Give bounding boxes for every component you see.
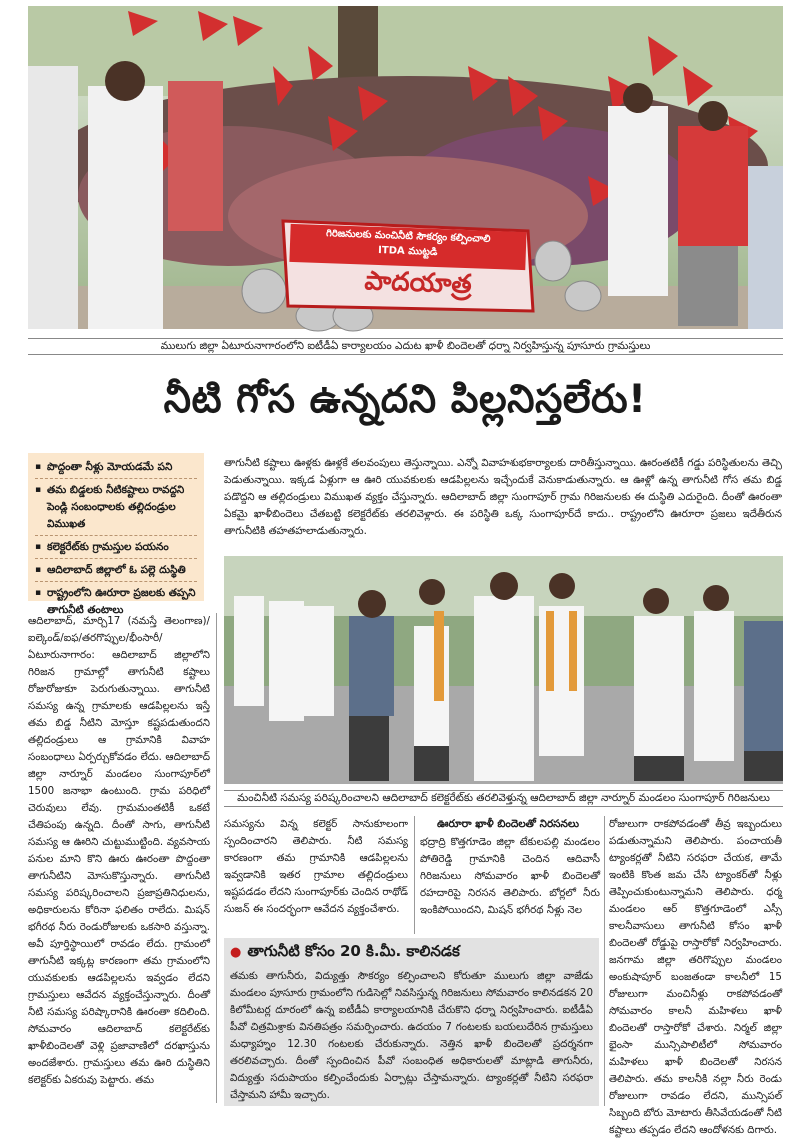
highlights-box (28, 453, 204, 616)
highlight-item: ▪ ఆదిలాబాద్ జిల్లాలో ఓ పల్లె దుస్థితి (35, 562, 197, 582)
banner-line-2: ITDA ముట్టడి (377, 244, 438, 259)
article-column-2: సమస్యను విన్న కలెక్టర్ సానుకూలంగా స్పందించారని తెలిపారు. నీటి సమస్య కారణంగా తమ గ్రామానికి ఆడపిల్లలను ఇవ్వడానికి ఇతర గ్రామాల తల్లిదండ్రులు ఇష్టపడడం లేదని సుంగాపూర్‌కు చెందిన రాథోడ్ సుజన్ ఈ సందర్భంగా ఆవేదన వ్యక్తంచేశారు. (224, 818, 408, 915)
bullet-icon: ▪ (35, 462, 42, 472)
bullet-icon: ▪ (35, 542, 42, 552)
banner-script: పాదయాత్ర (364, 266, 473, 300)
bullet-icon: ▪ (35, 485, 42, 495)
bullet-icon: ▪ (35, 565, 42, 575)
column-divider (414, 816, 415, 934)
article-left-column: ఆదిలాబాద్, మార్చి17 (నమస్తే తెలంగాణ)/ఐల్కెండ్/ఐఫ/తరగొప్పుల/భీంసారీ/ఏటూరునాగారం: ఆదిలాబాద్ జిల్లాలోని గిరిజన గ్రామాల్లో తాగునీటి కష్టాలు రోజురోజుకూ పెరుగుతున్నాయి. తాగునీటి సమస్య ఉన్న గ్రామాలకు ఆడపిల్లలను ఇస్తే తమ బిడ్డ నీటిని మోస్తూ కష్టపడుతుందని తల్లిదండ్రులు ఆ గ్రామానికి వివాహ సంబంధాలు ఏర్పర్చుకోవడం లేదు. ఆదిలాబాద్ జిల్లా నార్నూర్ మండలం సుంగాపూర్‌లో 1500 జనాభా ఉంటుంది. గ్రామ పరిధిలో చెరువులు లేవు. గ్రామమంతటికీ ఒకటే చేతిపంపు ఉన్నది. దీంతో సాగు, తాగునీటి సమస్య ఆ ఊరిని చుట్టుముట్టింది. వ్యవసాయ పనుల మాని కొని ఊరు ఊరంతా పొద్దంతా తాగునీటిని మోసుకొస్తున్నారు. తాగునీటి సమస్య పరిష్కరించాలని ప్రజాప్రతినిధులను, అధికారులను కోరినా ఫలితం రాలేదు. మిషన్ భగీరథ నీరు రెండురోజులకు ఒకసారి వస్తున్నా. అవీ పూర్తిస్థాయిలో రావడం లేదు. గ్రామంలో తాగునీటి ఇక్కట్ల కారణంగా తమ గ్రామంలోని యువకులకు ఆడపిల్లలను ఇవ్వడం లేదని గ్రామస్తులు ఆవేదన వ్యక్తంచేస్తున్నారు. దీంతో నీటి సమస్య పరిష్కారానికి ఊరంతా కదిలింది. సోమవారం ఆదిలాబాద్ కలెక్టరేట్‌కు ఖాళీబిందెలతో వెళ్లి ప్రజావాణిలో దరఖాస్తును అందజేశారు. గ్రామస్తులు తమ ఊరి దుస్థితిని కలెక్టర్‌కు ఏకరువు పెట్టారు. తమ (28, 615, 210, 1086)
walk-story-title: ● తాగునీటి కోసం 20 కి.మీ. కాలినడక (230, 942, 460, 960)
column-divider (604, 816, 605, 1106)
highlight-item: ▪ పొద్దంతా నీళ్లు మోయడమే పని (35, 459, 197, 479)
highlight-item: ▪ తమ బిడ్డలకు నీటికష్టాలు రావద్దని పెండ్లి సంబంధాలకు తల్లిదండ్రుల విముఖత (35, 482, 197, 536)
middle-photo (224, 556, 783, 784)
march-photo-illustration (224, 556, 783, 784)
banner-line-1: గిరిజనులకు మంచినీటి సౌకర్యం కల్పించాలి (325, 228, 491, 245)
col3-subheading: ఊరూరా ఖాళీ బిందెలతో నిరసనలు (437, 818, 579, 830)
highlight-item: ▪ కలెక్టరేట్‌కు గ్రామస్తుల పయనం (35, 539, 197, 559)
page-headline: నీటి గోస ఉన్నదని పిల్లనిస్తలేరు! (163, 377, 647, 422)
top-photo-caption: ములుగు జిల్లా ఏటూరునాగారంలోని ఐటీడీఏ కార్యాలయం ఎదుట ఖాళీ బిందెలతో ధర్నా నిర్వహిస్తున్న పూసూరు గ్రామస్తులు (28, 338, 783, 355)
article-column-3: భద్రాద్రి కొత్తగూడెం జిల్లా టేకులపల్లి మండలం పోతిరెడ్డి గ్రామానికి చెందిన ఆదివాసీ గిరిజనులు సోమవారం ఖాళీ బిందెలతో రహదారిపై నిరసన తెలిపారు. బోర్లలో నీరు ఇంకిపోయిందని, మిషన్ భగీరథ నీళ్లు నెల (420, 836, 600, 916)
top-photo (28, 6, 783, 329)
walk-story-box (224, 938, 599, 1106)
column-divider (216, 613, 217, 1103)
intro-paragraph: తాగునీటి కష్టాలు ఊళ్లకు ఊళ్లకే తలవంపులు తెస్తున్నాయి. ఎన్నో వివాహశుభకార్యాలకు దారితీస్తున్నాయి. ఊరంతటికీ గడ్డు పరిస్థితులను తెచ్చి పెడుతున్నాయి. ఇక్కడ ఏళ్లుగా ఆ ఊరి యువకులకు ఆడపిల్లలను ఇచ్చేందుకే వెనుకాడుతున్నారు. ఆ ఊళ్లో ఉన్న తాగునీటి గోస తమ బిడ్డ పడొద్దని ఆ తల్లిదండ్రులు విముఖత వ్యక్తం చేస్తున్నారు. ఆదిలాబాద్ జిల్లా సుంగాపూర్ గ్రామ గిరిజనులకు ఈ దుస్థితి ఎదురైంది. దీంతో ఊరంతా ఏకమై ఖాళీబిందెలు చేతబట్టి కలెక్టరేట్‌కు తరలివెళ్లారు. ఈ పరిస్థితి ఒక్క సుంగాపూర్‌దే కాదు.. రాష్ట్రంలోని ఊరూరా ప్రజలు ఇదేతీరున తాగునీటికి తహతహలాడుతున్నారు. (224, 457, 782, 537)
red-dot-icon: ● (230, 945, 242, 960)
bullet-icon: ▪ (35, 588, 42, 598)
article-column-4: రోజులుగా రాకపోవడంతో తీవ్ర ఇబ్బందులు పడుతున్నామని తెలిపారు. పంచాయతీ ట్యాంకర్లతో నీటిని సరఫరా చేయక, తామే ఇంటికి కొంత జమ చేసి ట్యాంకర్‌తో నీళ్లు తెప్పించుకుంటున్నామని తెలిపారు. ధర్మ మండలం ఆర్ కొత్తగూడెంలో ఎస్సీ కాలనీవాసులు తాగునీటి కోసం ఖాళీ బిందెలతో రోడ్డుపై రాస్తారోకో నిర్వహించారు. జనగామ జిల్లా తరిగొప్పుల మండలం అంకుషాపూర్ బంజతండా కాలనీలో 15 రోజులుగా మంచినీళ్లు రాకపోవడంతో సోమవారం కాలనీ మహిళలు ఖాళీ బిందెలతో రాస్తారోకో చేశారు. నిర్మల్ జిల్లా భైంసా మున్సిపాలిటీలో సోమవారం మహిళలు ఖాళీ బిందెలతో నిరసన తెలిపారు. తమ కాలనీకి నల్లా నీరు రెండు రోజులుగా రావడం లేదని, మున్సిపల్ సిబ్బంది బోరు మోటారు తీసివేయడంతో నీటి కష్టాలు తప్పడం లేదని ఆందోళనకు దిగారు. (609, 818, 782, 1136)
highlight-item: ▪ రాష్ట్రంలోని ఊరూరా ప్రజలకు తప్పని తాగునీటి తంటాలు (35, 585, 197, 619)
walk-story-text: తమకు తాగునీరు, విద్యుత్తు సౌకర్యం కల్పించాలని కోరుతూ ములుగు జిల్లా వాజేడు మండలం పూసూరు గ్రామంలోని గుడిసెల్లో నివసిస్తున్న గిరిజనులు సోమవారం కాలినడకన 20 కిలోమీటర్ల దూరంలో ఉన్న ఐటీడీఏ కార్యాలయానికి చేరుకొని ధర్నా నిర్వహించారు. ఐటీడీఏ పీవో చిత్రమిశ్రాకు వినతిపత్రం సమర్పించారు. ఉదయం 7 గంటలకు బయలుదేరిన గ్రామస్తులు మధ్యాహ్నం 12.30 గంటలకు చేరుకున్నారు. నెత్తిన ఖాళీ బిందెలతో ప్రదర్శనగా తరలివచ్చారు. దీంతో స్పందించిన పీవో సంబంధిత అధికారులతో మాట్లాడి తాగునీరు, విద్యుత్తు సదుపాయం కల్పించేందుకు ఏర్పాట్లు చేస్తామన్నారు. ట్యాంకర్లతో నీటిని సరఫరా చేస్తామని హామీ ఇచ్చారు. (230, 970, 593, 1101)
middle-photo-caption: మంచినీటి సమస్య పరిష్కరించాలని ఆదిలాబాద్ కలెక్టరేట్‌కు తరలివెళ్తున్న ఆదిలాబాద్ జిల్లా నార్నూర్ మండలం సుంగాపూర్ గిరిజనులు (224, 790, 783, 807)
